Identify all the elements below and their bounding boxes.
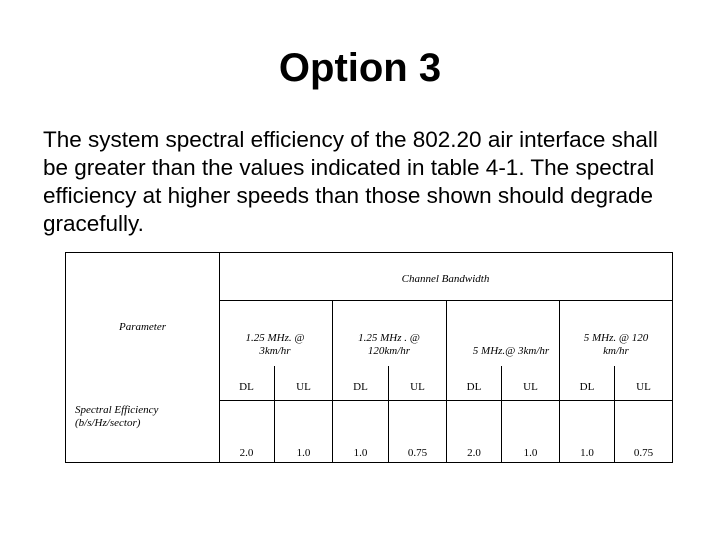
spectral-efficiency-table [65, 252, 673, 463]
table-ul-label: UL [636, 381, 651, 393]
table-parameter-header: Parameter [118, 321, 167, 333]
slide-title: Option 3 [278, 46, 442, 90]
table-group-header: Channel Bandwidth [401, 273, 490, 285]
table-dl-value: 2.0 [467, 447, 481, 459]
table-ul-label: UL [296, 381, 311, 393]
table-dl-label: DL [239, 381, 254, 393]
slide-body-text: The system spectral efficiency of the 802.20 air interface shall be greater than the values indicated in table 4-1. The spectral efficiency at higher speeds than those shown should degrade gracefully. [43, 127, 658, 236]
table-column-header: 1.25 MHz . @ 120km/hr [358, 332, 420, 357]
table-row-label: Spectral Efficiency (b/s/Hz/sector) [75, 404, 159, 429]
table-dl-value: 1.0 [353, 447, 368, 459]
table-dl-label: DL [466, 381, 482, 393]
table-dl-label: DL [353, 381, 368, 393]
table-ul-value: 1.0 [296, 447, 311, 459]
table-column-header: 5 MHz. @ 120 km/hr [583, 332, 649, 357]
table-column-header: 5 MHz.@ 3km/hr [472, 345, 550, 357]
table-ul-label: UL [523, 381, 538, 393]
table-column-header: 1.25 MHz. @ 3km/hr [245, 332, 305, 357]
table-dl-value: 1.0 [580, 447, 594, 459]
table-dl-value: 2.0 [239, 447, 254, 459]
table-ul-value: 0.75 [407, 447, 428, 459]
table-ul-value: 0.75 [633, 447, 654, 459]
table-ul-value: 1.0 [523, 447, 538, 459]
table-ul-label: UL [410, 381, 425, 393]
table-divider-dlul-row [219, 400, 672, 401]
table-dl-label: DL [579, 381, 595, 393]
